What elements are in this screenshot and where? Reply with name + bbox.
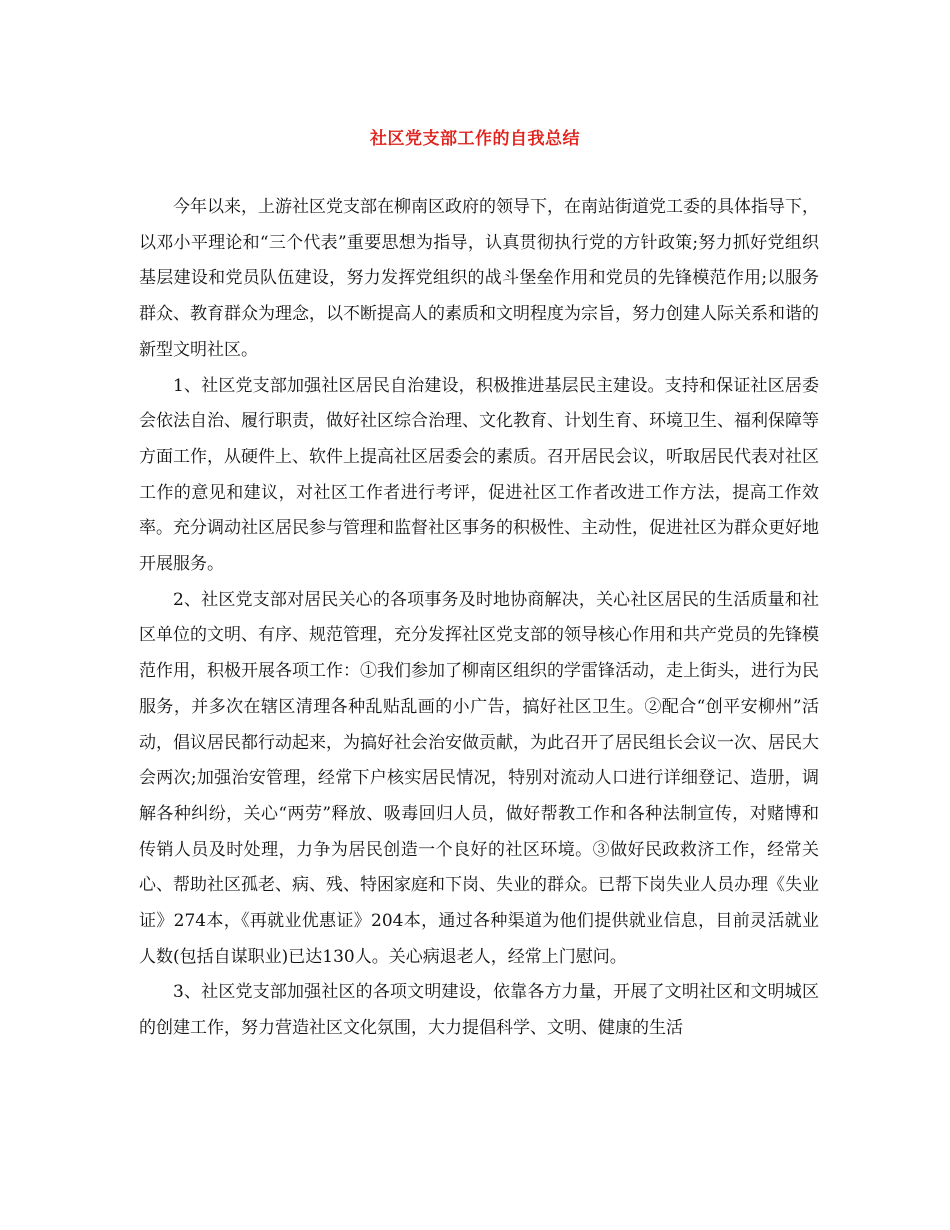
paragraph-item-2: 2、社区党支部对居民关心的各项事务及时地协商解决，关心社区居民的生活质量和社区单位的文明、有序、规范管理，充分发挥社区党支部的领导核心作用和共产党员的先锋模范作用，积极开展各项工作：①我们参加了柳南区组织的学雷锋活动，走上街头，进行为民服务，并多次在辖区清理各种乱贴乱画的小广告，搞好社区卫生。②配合“创平安柳州”活动，倡议居民都行动起来，为搞好社会治安做贡献，为此召开了居民组长会议一次、居民大会两次;加强治安管理，经常下户核实居民情况，特别对流动人口进行详细登记、造册，调解各种纠纷，关心“两劳”释放、吸毒回归人员，做好帮教工作和各种法制宣传，对赌博和传销人员及时处理，力争为居民创造一个良好的社区环境。③做好民政救济工作，经常关心、帮助社区孤老、病、残、特困家庭和下岗、失业的群众。已帮下岗失业人员办理《失业证》274本，《再就业优惠证》204本，通过各种渠道为他们提供就业信息，目前灵活就业人数(包括自谋职业)已达130人。关心病退老人，经常上门慰问。: [139, 589, 819, 967]
paragraph-intro: 今年以来，上游社区党支部在柳南区政府的领导下，在南站街道党工委的具体指导下，以邓小平理论和“三个代表”重要思想为指导，认真贯彻执行党的方针政策;努力抓好党组织基层建设和党员队伍建设，努力发挥党组织的战斗堡垒作用和党员的先锋模范作用;以服务群众、教育群众为理念，以不断提高人的素质和文明程度为宗旨，努力创建人际关系和谐的新型文明社区。: [139, 197, 819, 360]
document-title: 社区党支部工作的自我总结: [370, 129, 580, 149]
paragraph-item-3: 3、社区党支部加强社区的各项文明建设，依靠各方力量，开展了文明社区和文明城区的创建工作，努力营造社区文化氛围，大力提倡科学、文明、健康的生活: [139, 982, 819, 1039]
paragraph-item-1: 1、社区党支部加强社区居民自治建设，积极推进基层民主建设。支持和保证社区居委会依法自治、履行职责，做好社区综合治理、文化教育、计划生育、环境卫生、福利保障等方面工作，从硬件上、软件上提高社区居委会的素质。召开居民会议，听取居民代表对社区工作的意见和建议，对社区工作者进行考评，促进社区工作者改进工作方法，提高工作效率。充分调动社区居民参与管理和监督社区事务的积极性、主动性，促进社区为群众更好地开展服务。: [139, 375, 819, 575]
document-body: [139, 190, 819, 1047]
